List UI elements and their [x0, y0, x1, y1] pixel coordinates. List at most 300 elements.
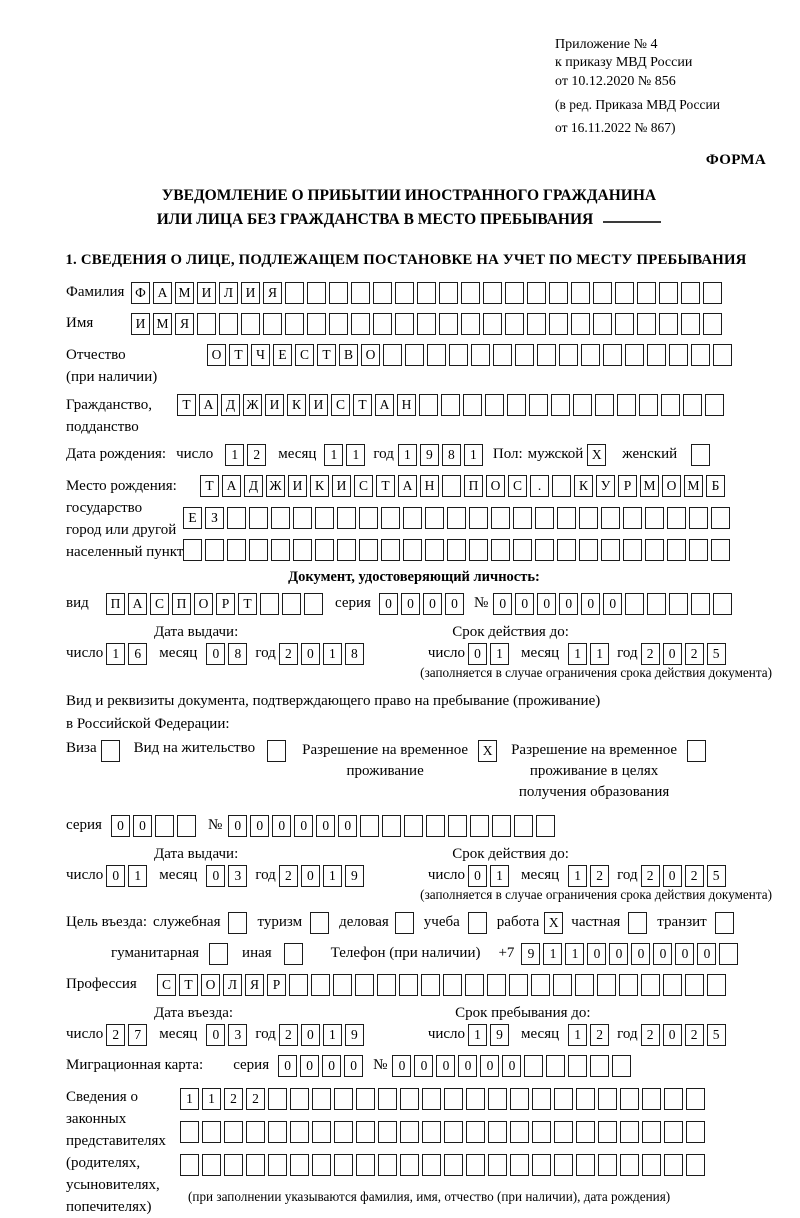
char-cell[interactable]	[224, 1154, 243, 1176]
char-cell[interactable]: 1	[323, 1024, 342, 1046]
char-cell[interactable]: 0	[458, 1055, 477, 1077]
char-cell[interactable]: 2	[641, 1024, 660, 1046]
char-cell[interactable]: 8	[228, 643, 247, 665]
char-cell[interactable]: И	[309, 394, 328, 416]
char-cell[interactable]	[315, 507, 334, 529]
char-cell[interactable]	[359, 507, 378, 529]
char-cell[interactable]	[532, 1088, 551, 1110]
char-cell[interactable]	[260, 593, 279, 615]
char-cell[interactable]: 0	[537, 593, 556, 615]
char-cell[interactable]	[705, 394, 724, 416]
char-cell[interactable]	[669, 344, 688, 366]
representatives-grid-row3[interactable]	[180, 1154, 705, 1176]
char-cell[interactable]	[593, 313, 612, 335]
purpose-transit-checkbox[interactable]	[715, 912, 734, 934]
char-cell[interactable]: 2	[641, 643, 660, 665]
char-cell[interactable]	[333, 974, 352, 996]
char-cell[interactable]	[378, 1121, 397, 1143]
char-cell[interactable]	[491, 539, 510, 561]
char-cell[interactable]	[312, 1088, 331, 1110]
char-cell[interactable]	[686, 1121, 705, 1143]
doc-expiry-year-grid[interactable]	[641, 643, 726, 665]
char-cell[interactable]	[639, 394, 658, 416]
purpose-business-checkbox[interactable]	[395, 912, 414, 934]
char-cell[interactable]: 0	[206, 1024, 225, 1046]
char-cell[interactable]: 0	[468, 643, 487, 665]
char-cell[interactable]	[249, 507, 268, 529]
char-cell[interactable]: 0	[294, 815, 313, 837]
char-cell[interactable]	[703, 282, 722, 304]
char-cell[interactable]: 7	[128, 1024, 147, 1046]
char-cell[interactable]	[285, 282, 304, 304]
char-cell[interactable]	[312, 1121, 331, 1143]
char-cell[interactable]: 0	[502, 1055, 521, 1077]
char-cell[interactable]: 2	[247, 444, 266, 466]
char-cell[interactable]	[641, 974, 660, 996]
char-cell[interactable]	[290, 1154, 309, 1176]
char-cell[interactable]: 0	[675, 943, 694, 965]
char-cell[interactable]	[268, 1121, 287, 1143]
char-cell[interactable]	[205, 539, 224, 561]
char-cell[interactable]	[691, 344, 710, 366]
char-cell[interactable]: 2	[685, 643, 704, 665]
char-cell[interactable]	[664, 1088, 683, 1110]
char-cell[interactable]: Т	[200, 475, 219, 497]
entry-day-grid[interactable]	[106, 1024, 147, 1046]
char-cell[interactable]: 5	[707, 1024, 726, 1046]
char-cell[interactable]	[307, 313, 326, 335]
char-cell[interactable]	[691, 593, 710, 615]
stay-month-grid[interactable]	[568, 1024, 609, 1046]
char-cell[interactable]: М	[684, 475, 703, 497]
char-cell[interactable]	[559, 344, 578, 366]
char-cell[interactable]	[659, 313, 678, 335]
char-cell[interactable]: 0	[587, 943, 606, 965]
char-cell[interactable]	[395, 282, 414, 304]
char-cell[interactable]	[219, 313, 238, 335]
char-cell[interactable]: Д	[221, 394, 240, 416]
char-cell[interactable]: И	[288, 475, 307, 497]
char-cell[interactable]: Е	[183, 507, 202, 529]
char-cell[interactable]	[469, 539, 488, 561]
char-cell[interactable]	[373, 313, 392, 335]
representatives-grid-row2[interactable]	[180, 1121, 705, 1143]
char-cell[interactable]	[334, 1121, 353, 1143]
char-cell[interactable]: 0	[344, 1055, 363, 1077]
purpose-other-checkbox[interactable]	[284, 943, 303, 965]
permit-expiry-year-grid[interactable]	[641, 865, 726, 887]
permit-issue-day-grid[interactable]	[106, 865, 147, 887]
char-cell[interactable]: 1	[590, 643, 609, 665]
char-cell[interactable]: 5	[707, 865, 726, 887]
char-cell[interactable]	[268, 1088, 287, 1110]
char-cell[interactable]: 0	[250, 815, 269, 837]
char-cell[interactable]: 0	[301, 643, 320, 665]
char-cell[interactable]: П	[464, 475, 483, 497]
char-cell[interactable]: 1	[464, 444, 483, 466]
char-cell[interactable]: О	[201, 974, 220, 996]
char-cell[interactable]: Б	[706, 475, 725, 497]
doc-number-grid[interactable]	[493, 593, 732, 615]
permit-series-grid[interactable]	[111, 815, 196, 837]
char-cell[interactable]: С	[508, 475, 527, 497]
char-cell[interactable]	[285, 313, 304, 335]
char-cell[interactable]	[246, 1121, 265, 1143]
char-cell[interactable]	[426, 815, 445, 837]
char-cell[interactable]: 0	[697, 943, 716, 965]
char-cell[interactable]: С	[295, 344, 314, 366]
char-cell[interactable]: 0	[663, 865, 682, 887]
char-cell[interactable]	[359, 539, 378, 561]
permit-expiry-day-grid[interactable]	[468, 865, 509, 887]
char-cell[interactable]	[417, 313, 436, 335]
char-cell[interactable]: 0	[338, 815, 357, 837]
char-cell[interactable]	[461, 282, 480, 304]
char-cell[interactable]	[483, 313, 502, 335]
char-cell[interactable]	[483, 282, 502, 304]
residence-permit-checkbox[interactable]	[267, 740, 286, 762]
char-cell[interactable]	[510, 1088, 529, 1110]
visa-checkbox[interactable]	[101, 740, 120, 762]
char-cell[interactable]: 0	[278, 1055, 297, 1077]
char-cell[interactable]	[268, 1154, 287, 1176]
char-cell[interactable]: А	[128, 593, 147, 615]
char-cell[interactable]	[620, 1088, 639, 1110]
char-cell[interactable]: 9	[420, 444, 439, 466]
char-cell[interactable]	[597, 974, 616, 996]
char-cell[interactable]	[601, 539, 620, 561]
char-cell[interactable]	[383, 344, 402, 366]
char-cell[interactable]	[334, 1154, 353, 1176]
char-cell[interactable]: 2	[279, 643, 298, 665]
char-cell[interactable]	[404, 815, 423, 837]
char-cell[interactable]: 0	[379, 593, 398, 615]
char-cell[interactable]: 9	[345, 865, 364, 887]
char-cell[interactable]	[405, 344, 424, 366]
char-cell[interactable]	[667, 539, 686, 561]
char-cell[interactable]: 2	[590, 1024, 609, 1046]
char-cell[interactable]	[711, 507, 730, 529]
char-cell[interactable]	[421, 974, 440, 996]
char-cell[interactable]: 2	[685, 865, 704, 887]
char-cell[interactable]: Е	[273, 344, 292, 366]
char-cell[interactable]	[488, 1154, 507, 1176]
char-cell[interactable]: 1	[324, 444, 343, 466]
phone-grid[interactable]	[521, 943, 738, 965]
char-cell[interactable]	[443, 974, 462, 996]
char-cell[interactable]	[532, 1121, 551, 1143]
char-cell[interactable]	[713, 593, 732, 615]
char-cell[interactable]	[441, 394, 460, 416]
char-cell[interactable]: И	[197, 282, 216, 304]
char-cell[interactable]	[465, 974, 484, 996]
char-cell[interactable]	[312, 1154, 331, 1176]
char-cell[interactable]	[403, 539, 422, 561]
char-cell[interactable]	[351, 282, 370, 304]
char-cell[interactable]	[356, 1088, 375, 1110]
char-cell[interactable]	[571, 313, 590, 335]
char-cell[interactable]: 1	[106, 643, 125, 665]
char-cell[interactable]: 0	[301, 865, 320, 887]
char-cell[interactable]: У	[596, 475, 615, 497]
char-cell[interactable]: Л	[219, 282, 238, 304]
char-cell[interactable]: 0	[423, 593, 442, 615]
char-cell[interactable]: 8	[442, 444, 461, 466]
permit-issue-year-grid[interactable]	[279, 865, 364, 887]
char-cell[interactable]	[535, 507, 554, 529]
doc-type-grid[interactable]	[106, 593, 323, 615]
char-cell[interactable]: 0	[206, 865, 225, 887]
gender-male-checkbox[interactable]: X	[587, 444, 606, 466]
migcard-number-grid[interactable]	[392, 1055, 631, 1077]
char-cell[interactable]: 0	[436, 1055, 455, 1077]
char-cell[interactable]	[581, 344, 600, 366]
doc-issue-year-grid[interactable]	[279, 643, 364, 665]
char-cell[interactable]	[637, 282, 656, 304]
char-cell[interactable]	[595, 394, 614, 416]
char-cell[interactable]	[271, 539, 290, 561]
char-cell[interactable]: Д	[244, 475, 263, 497]
char-cell[interactable]: 9	[521, 943, 540, 965]
char-cell[interactable]: 0	[653, 943, 672, 965]
char-cell[interactable]	[711, 539, 730, 561]
temp-education-checkbox[interactable]	[687, 740, 706, 762]
char-cell[interactable]	[282, 593, 301, 615]
char-cell[interactable]	[360, 815, 379, 837]
char-cell[interactable]	[664, 1121, 683, 1143]
char-cell[interactable]	[537, 344, 556, 366]
char-cell[interactable]	[532, 1154, 551, 1176]
char-cell[interactable]	[329, 313, 348, 335]
char-cell[interactable]: 9	[490, 1024, 509, 1046]
char-cell[interactable]	[337, 507, 356, 529]
char-cell[interactable]	[579, 539, 598, 561]
char-cell[interactable]	[447, 507, 466, 529]
char-cell[interactable]	[202, 1154, 221, 1176]
char-cell[interactable]	[177, 815, 196, 837]
char-cell[interactable]: 0	[663, 1024, 682, 1046]
char-cell[interactable]: Ч	[251, 344, 270, 366]
char-cell[interactable]	[381, 539, 400, 561]
char-cell[interactable]: А	[398, 475, 417, 497]
char-cell[interactable]: 0	[603, 593, 622, 615]
char-cell[interactable]	[461, 313, 480, 335]
char-cell[interactable]	[422, 1088, 441, 1110]
char-cell[interactable]: С	[150, 593, 169, 615]
char-cell[interactable]	[493, 344, 512, 366]
char-cell[interactable]: .	[530, 475, 549, 497]
char-cell[interactable]: 1	[202, 1088, 221, 1110]
char-cell[interactable]	[619, 974, 638, 996]
permit-expiry-month-grid[interactable]	[568, 865, 609, 887]
char-cell[interactable]	[546, 1055, 565, 1077]
char-cell[interactable]	[623, 539, 642, 561]
char-cell[interactable]: 0	[322, 1055, 341, 1077]
char-cell[interactable]: Л	[223, 974, 242, 996]
char-cell[interactable]	[329, 282, 348, 304]
char-cell[interactable]: Т	[179, 974, 198, 996]
char-cell[interactable]: 1	[323, 643, 342, 665]
char-cell[interactable]	[645, 539, 664, 561]
char-cell[interactable]: К	[287, 394, 306, 416]
char-cell[interactable]	[568, 1055, 587, 1077]
char-cell[interactable]	[400, 1154, 419, 1176]
temp-residence-checkbox[interactable]: X	[478, 740, 497, 762]
char-cell[interactable]	[557, 539, 576, 561]
char-cell[interactable]: 1	[323, 865, 342, 887]
char-cell[interactable]	[620, 1121, 639, 1143]
char-cell[interactable]: 6	[128, 643, 147, 665]
char-cell[interactable]	[681, 313, 700, 335]
char-cell[interactable]	[509, 974, 528, 996]
char-cell[interactable]	[444, 1154, 463, 1176]
char-cell[interactable]	[227, 507, 246, 529]
char-cell[interactable]	[381, 507, 400, 529]
char-cell[interactable]	[471, 344, 490, 366]
char-cell[interactable]	[311, 974, 330, 996]
char-cell[interactable]	[197, 313, 216, 335]
char-cell[interactable]	[598, 1154, 617, 1176]
char-cell[interactable]	[315, 539, 334, 561]
char-cell[interactable]	[689, 507, 708, 529]
char-cell[interactable]	[571, 282, 590, 304]
birth-day-grid[interactable]	[225, 444, 266, 466]
char-cell[interactable]	[378, 1088, 397, 1110]
char-cell[interactable]: М	[175, 282, 194, 304]
char-cell[interactable]: О	[662, 475, 681, 497]
char-cell[interactable]	[515, 344, 534, 366]
representatives-grid-row1[interactable]	[180, 1088, 705, 1110]
char-cell[interactable]: 0	[480, 1055, 499, 1077]
given-name-grid[interactable]	[131, 313, 722, 335]
char-cell[interactable]	[444, 1121, 463, 1143]
char-cell[interactable]	[647, 593, 666, 615]
char-cell[interactable]	[615, 313, 634, 335]
char-cell[interactable]: Ж	[266, 475, 285, 497]
char-cell[interactable]	[524, 1055, 543, 1077]
char-cell[interactable]	[549, 282, 568, 304]
char-cell[interactable]	[623, 507, 642, 529]
char-cell[interactable]: 1	[568, 865, 587, 887]
doc-issue-month-grid[interactable]	[206, 643, 247, 665]
char-cell[interactable]: Р	[618, 475, 637, 497]
doc-expiry-month-grid[interactable]	[568, 643, 609, 665]
char-cell[interactable]: 2	[590, 865, 609, 887]
char-cell[interactable]: 0	[414, 1055, 433, 1077]
char-cell[interactable]	[669, 593, 688, 615]
char-cell[interactable]: 0	[316, 815, 335, 837]
char-cell[interactable]	[513, 507, 532, 529]
char-cell[interactable]	[579, 507, 598, 529]
char-cell[interactable]: 0	[581, 593, 600, 615]
patronymic-grid[interactable]	[207, 344, 732, 366]
char-cell[interactable]	[400, 1121, 419, 1143]
char-cell[interactable]: 2	[641, 865, 660, 887]
char-cell[interactable]	[485, 394, 504, 416]
char-cell[interactable]: 2	[246, 1088, 265, 1110]
char-cell[interactable]: С	[157, 974, 176, 996]
char-cell[interactable]	[378, 1154, 397, 1176]
char-cell[interactable]	[647, 344, 666, 366]
char-cell[interactable]: В	[339, 344, 358, 366]
char-cell[interactable]	[271, 507, 290, 529]
char-cell[interactable]	[293, 539, 312, 561]
char-cell[interactable]	[491, 507, 510, 529]
birth-month-grid[interactable]	[324, 444, 365, 466]
char-cell[interactable]	[439, 282, 458, 304]
char-cell[interactable]: 1	[565, 943, 584, 965]
char-cell[interactable]	[505, 313, 524, 335]
char-cell[interactable]	[351, 313, 370, 335]
char-cell[interactable]: 8	[345, 643, 364, 665]
birth-year-grid[interactable]	[398, 444, 483, 466]
char-cell[interactable]	[289, 974, 308, 996]
char-cell[interactable]	[400, 1088, 419, 1110]
char-cell[interactable]: 0	[106, 865, 125, 887]
char-cell[interactable]	[425, 507, 444, 529]
char-cell[interactable]: 9	[345, 1024, 364, 1046]
char-cell[interactable]	[598, 1088, 617, 1110]
char-cell[interactable]: Ф	[131, 282, 150, 304]
char-cell[interactable]: 3	[228, 1024, 247, 1046]
char-cell[interactable]	[554, 1154, 573, 1176]
char-cell[interactable]: 1	[568, 1024, 587, 1046]
char-cell[interactable]	[601, 507, 620, 529]
purpose-work-checkbox[interactable]: X	[544, 912, 563, 934]
char-cell[interactable]	[689, 539, 708, 561]
char-cell[interactable]	[617, 394, 636, 416]
char-cell[interactable]: И	[241, 282, 260, 304]
char-cell[interactable]	[466, 1121, 485, 1143]
char-cell[interactable]: Т	[229, 344, 248, 366]
char-cell[interactable]	[625, 593, 644, 615]
char-cell[interactable]: Т	[353, 394, 372, 416]
char-cell[interactable]	[419, 394, 438, 416]
purpose-study-checkbox[interactable]	[468, 912, 487, 934]
char-cell[interactable]	[661, 394, 680, 416]
char-cell[interactable]: 0	[392, 1055, 411, 1077]
char-cell[interactable]	[337, 539, 356, 561]
char-cell[interactable]	[713, 344, 732, 366]
char-cell[interactable]	[529, 394, 548, 416]
char-cell[interactable]: 0	[515, 593, 534, 615]
stay-year-grid[interactable]	[641, 1024, 726, 1046]
purpose-tourism-checkbox[interactable]	[310, 912, 329, 934]
char-cell[interactable]: 0	[111, 815, 130, 837]
char-cell[interactable]	[707, 974, 726, 996]
birthplace-grid-row3[interactable]	[183, 539, 730, 561]
char-cell[interactable]: И	[131, 313, 150, 335]
char-cell[interactable]: А	[375, 394, 394, 416]
char-cell[interactable]	[263, 313, 282, 335]
char-cell[interactable]	[598, 1121, 617, 1143]
char-cell[interactable]: С	[354, 475, 373, 497]
char-cell[interactable]	[403, 507, 422, 529]
char-cell[interactable]: И	[332, 475, 351, 497]
char-cell[interactable]: Т	[376, 475, 395, 497]
char-cell[interactable]: П	[172, 593, 191, 615]
char-cell[interactable]	[575, 974, 594, 996]
char-cell[interactable]	[395, 313, 414, 335]
char-cell[interactable]	[463, 394, 482, 416]
profession-grid[interactable]	[157, 974, 726, 996]
char-cell[interactable]	[553, 974, 572, 996]
char-cell[interactable]: 1	[180, 1088, 199, 1110]
char-cell[interactable]	[642, 1088, 661, 1110]
char-cell[interactable]	[535, 539, 554, 561]
char-cell[interactable]	[615, 282, 634, 304]
char-cell[interactable]: 5	[707, 643, 726, 665]
